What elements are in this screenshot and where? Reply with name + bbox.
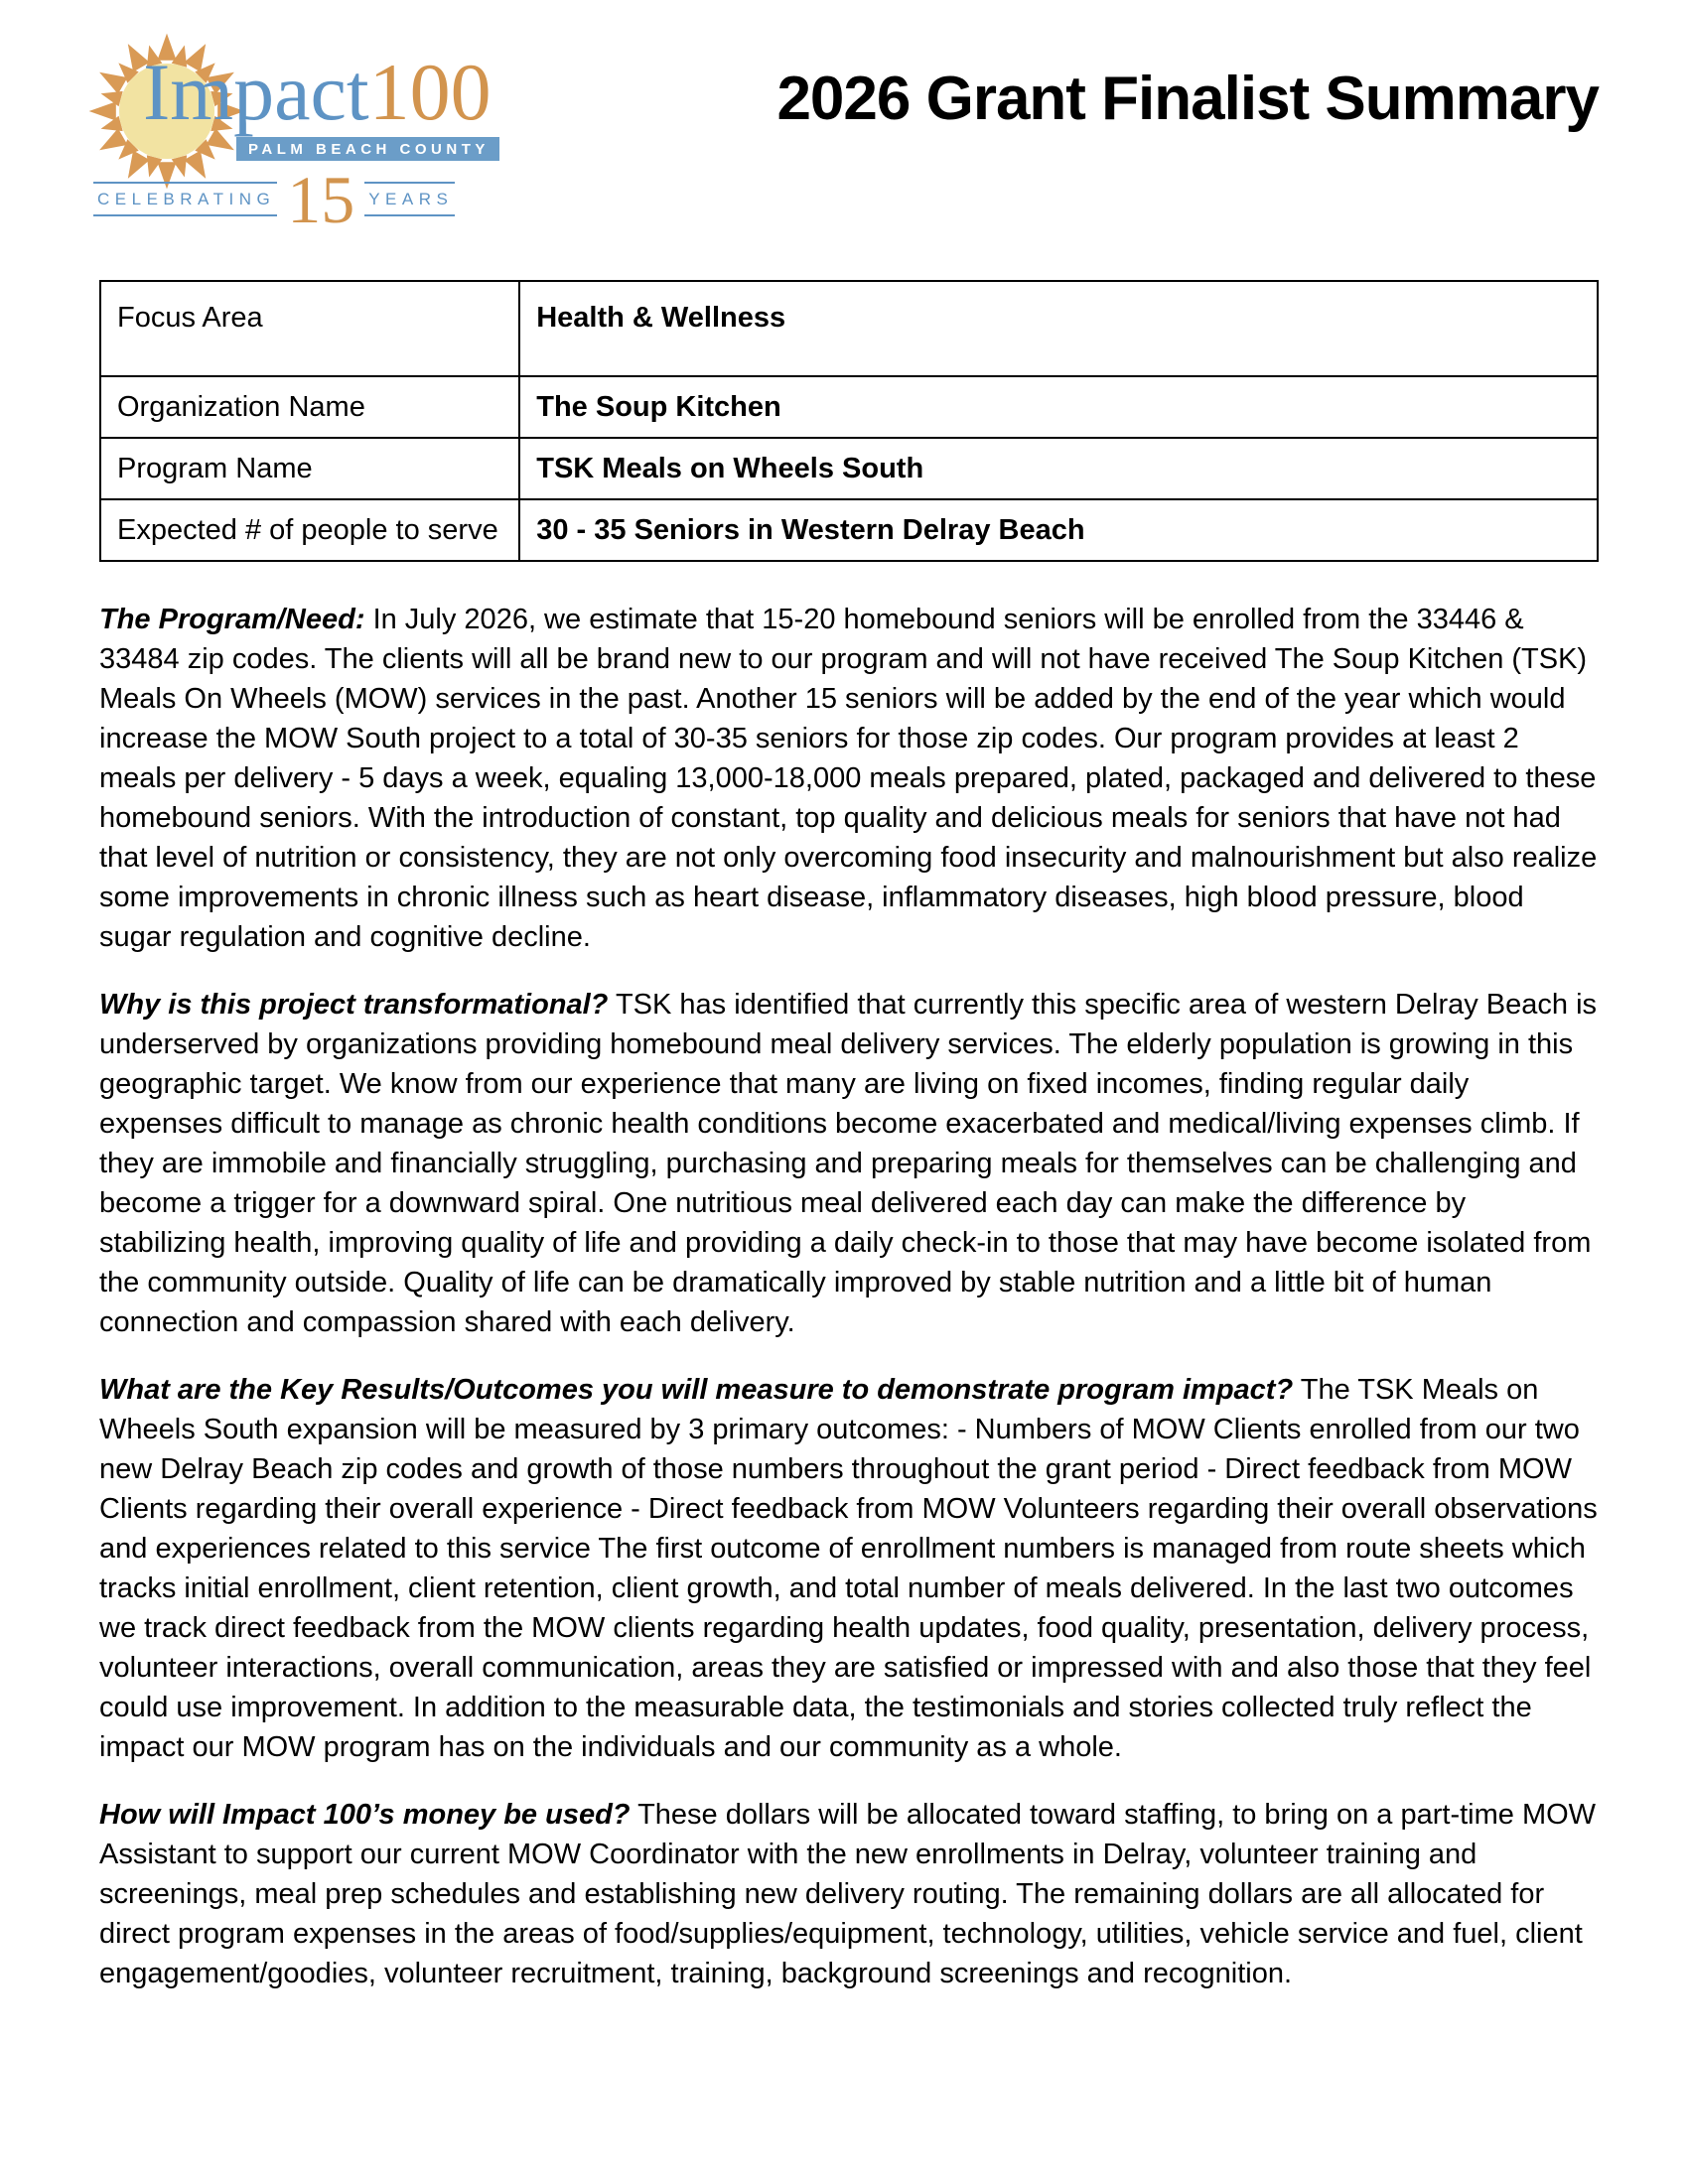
paragraph-program-need <box>99 600 1599 957</box>
paragraph-lead: The Program/Need: <box>99 604 365 635</box>
table-row-program-name <box>100 438 1598 499</box>
paragraph-text: These dollars will be allocated toward staffing, to bring on a part-time MOW Assistant to support our current MOW Coordinator with the new enrollments in Delray, volunteer training and screenings, meal prep schedules and establishing new delivery routing. The remaining dollars are all allocated for direct program expenses in the areas of food/supplies/equipment, technology, utilities, vehicle service and fuel, client engagement/goodies, volunteer recruitment, training, background screenings and recognition. <box>99 1799 1597 1989</box>
paragraph-key-results <box>99 1370 1599 1767</box>
table-row-focus-area <box>100 281 1598 376</box>
document-header <box>0 0 1688 237</box>
logo-years-word: YEARS <box>364 182 455 216</box>
row-value: Health & Wellness <box>519 281 1598 376</box>
paragraph-text: In July 2026, we estimate that 15-20 homebound seniors will be enrolled from the 33446 & 33484 zip codes. The clients will all be brand new to our program and will not have received The Soup Kitchen (TSK) Meals On Wheels (MOW) services in the past. Another 15 seniors will be added by the end of the year which would increase the MOW South project to a total of 30-35 seniors for those zip codes. Our program provides at least 2 meals per delivery - 5 days a week, equaling 13,000-18,000 meals prepared, plated, packaged and delivered to these homebound seniors. With the introduction of constant, top quality and delicious meals for seniors that have not had that level of nutrition or consistency, they are not only overcoming food insecurity and malnourishment but also realize some improvements in chronic illness such as heart disease, inflammatory diseases, high blood pressure, blood sugar regulation and cognitive decline. <box>99 604 1598 953</box>
paragraph-money-use <box>99 1795 1599 1993</box>
impact100-logo <box>87 30 564 237</box>
logo-years-number: 15 <box>287 162 355 237</box>
logo-brand-number: 100 <box>368 47 492 137</box>
paragraph-lead: Why is this project transformational? <box>99 989 609 1021</box>
summary-table <box>99 280 1599 562</box>
logo-celebrating-word: CELEBRATING <box>93 182 277 216</box>
row-value: TSK Meals on Wheels South <box>519 438 1598 499</box>
logo-county-banner: PALM BEACH COUNTY <box>236 137 499 161</box>
row-value: The Soup Kitchen <box>519 376 1598 438</box>
page-title: 2026 Grant Finalist Summary <box>776 65 1599 133</box>
row-label: Expected # of people to serve <box>100 499 519 561</box>
logo-celebrating-line <box>93 162 455 237</box>
table-row-expected-people <box>100 499 1598 561</box>
paragraph-lead: How will Impact 100’s money be used? <box>99 1799 631 1831</box>
row-value: 30 - 35 Seniors in Western Delray Beach <box>519 499 1598 561</box>
row-label: Program Name <box>100 438 519 499</box>
content-area <box>0 280 1688 1993</box>
paragraph-text: The TSK Meals on Wheels South expansion will be measured by 3 primary outcomes: - Numbers of MOW Clients enrolled from our two new Delray Beach zip codes and growth of those numbers throughout the grant period - Direct feedback from MOW Clients regarding their overall experience - Direct feedback from MOW Volunteers regarding their overall observations and experiences related to this service The first outcome of enrollment numbers is managed from route sheets which tracks initial enrollment, client retention, client growth, and total number of meals delivered. In the last two outcomes we track direct feedback from the MOW clients regarding health updates, food quality, presentation, delivery process, volunteer interactions, overall communication, areas they are satisfied or impressed with and also those that they feel could use improvement. In addition to the measurable data, the testimonials and stories collected truly reflect the impact our MOW program has on the individuals and our community as a whole. <box>99 1374 1598 1763</box>
narrative-section <box>99 600 1599 1993</box>
logo-wordmark <box>143 47 492 137</box>
paragraph-transformational <box>99 985 1599 1342</box>
paragraph-text: TSK has identified that currently this specific area of western Delray Beach is underserved by organizations providing homebound meal delivery services. The elderly population is growing in this geographic target. We know from our experience that many are living on fixed incomes, finding regular daily expenses difficult to manage as chronic health conditions become exacerbated and medical/living expenses climb. If they are immobile and financially struggling, purchasing and preparing meals for themselves can be challenging and become a trigger for a downward spiral. One nutritious meal delivered each day can make the difference by stabilizing health, improving quality of life and providing a daily check-in to those that may have become isolated from the community outside. Quality of life can be dramatically improved by stable nutrition and a little bit of human connection and compassion shared with each delivery. <box>99 989 1598 1338</box>
paragraph-lead: What are the Key Results/Outcomes you will measure to demonstrate program impact? <box>99 1374 1294 1406</box>
table-row-organization-name <box>100 376 1598 438</box>
row-label: Organization Name <box>100 376 519 438</box>
row-label: Focus Area <box>100 281 519 376</box>
logo-brand-word: Impact <box>143 47 369 137</box>
